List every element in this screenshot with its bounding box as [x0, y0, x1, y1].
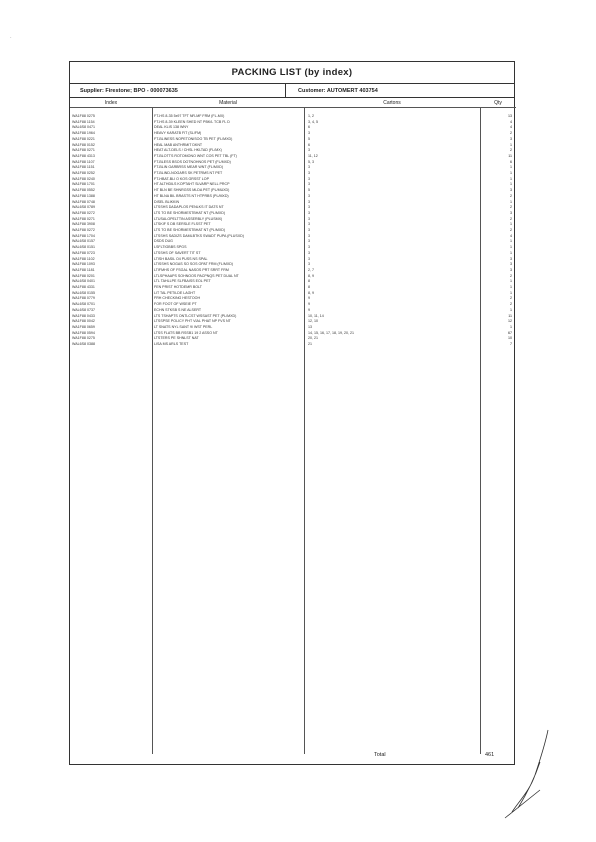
table-row [70, 291, 514, 295]
material-cell: HT ALTHDILS KOPTAHT SLVARP NELL PRCP [154, 182, 230, 187]
qty-cell: 4 [510, 119, 512, 124]
cartons-cell: 9 [308, 296, 310, 301]
table-row [70, 160, 514, 164]
cartons-cell: 13 [308, 324, 312, 329]
qty-cell: 1 [510, 176, 512, 181]
qty-cell: 3 [510, 210, 512, 215]
material-cell: DSDS DUG [154, 239, 173, 244]
qty-cell: 1 [510, 222, 512, 227]
cartons-cell: 3 [308, 171, 310, 175]
cartons-cell: 5, 3 [308, 159, 314, 164]
qty-cell: 4 [510, 233, 512, 238]
table-row [70, 336, 514, 340]
table-row [70, 205, 514, 209]
material-cell: FT-BLESS BSOS DOTNOHNOS PET (FL/MXD) [154, 159, 231, 164]
index-cell: WAL6S8 0737 [72, 307, 96, 312]
table-row [70, 114, 514, 118]
cartons-cell: 3 [308, 131, 310, 136]
index-cell: WA1F88 0271 [72, 148, 95, 153]
material-cell: LTSSHS OF SAVERT TIT ST [154, 250, 201, 255]
table-row [70, 325, 514, 329]
supplier-line: Supplier: Firestone; BPO - 000073635 [80, 88, 178, 94]
material-cell: FRH CHECKING HESTOOH [154, 296, 201, 301]
table-row [70, 285, 514, 289]
info-bar [70, 84, 514, 98]
material-cell: LTUSALOPELTTIN ASSERBLY (PLUSMX) [154, 216, 223, 221]
cartons-cell: 8 [308, 285, 310, 289]
qty-cell: 11 [508, 153, 512, 158]
material-cell: LTL TAHLLPE SLFBAISS EOL PET [154, 279, 211, 284]
cartons-cell: 3 [308, 165, 310, 170]
material-cell: LTIFMHS OF FSGAL NASOS PRT SRRT FRM [154, 267, 229, 272]
table-row [70, 154, 514, 158]
table-row [70, 125, 514, 129]
material-cell: HT BLNA BIL BRASTS NT HTPRBS (PL/MXD) [154, 193, 229, 198]
packing-list-sheet [69, 61, 515, 765]
document-title: PACKING LIST (by index) [70, 62, 514, 84]
table-row [70, 314, 514, 318]
index-cell: WA1F88 1107 [72, 159, 95, 164]
index-cell: WA1F88 0152 [72, 142, 95, 147]
qty-cell: 3 [510, 188, 512, 193]
material-cell: HT BLN BE SHNRGSS MLDA PET (PL/MUXD) [154, 188, 230, 193]
index-cell: WA1F88 0275 [72, 336, 95, 341]
cartons-cell: 8 [308, 279, 310, 284]
cartons-cell: 3 [308, 193, 310, 198]
index-cell: WA1F88 4313 [72, 153, 95, 158]
index-cell: WA1F88 0201 [72, 273, 95, 278]
cartons-cell: 3 [308, 216, 310, 221]
material-cell: FT-HBAT-BLI O KOS GRSST LOP [154, 176, 209, 181]
cartons-cell: 6 [308, 142, 310, 147]
cartons-cell: 9 [308, 307, 310, 312]
cartons-cell: 10, 11, 14 [308, 313, 324, 318]
index-cell: WA1F88 3908 [72, 222, 95, 227]
customer-line: Customer: AUTOMERT 403754 [298, 88, 378, 94]
qty-cell: 2 [510, 273, 512, 278]
table-row [70, 319, 514, 323]
cartons-cell: 3 [308, 176, 310, 181]
cartons-cell: 3 [308, 210, 310, 215]
cartons-cell: 3 [308, 262, 310, 267]
material-cell: FT-BLOTTS ROTOMONO WNT COS PET TBL (FT) [154, 153, 237, 158]
col-header-index: Index [70, 98, 152, 108]
index-cell: WA1F88 0552 [72, 188, 95, 193]
qty-cell: 2 [510, 193, 512, 198]
material-cell: LTSSPSE POLICY PHT VIAL PHAT NP FVS NT [154, 319, 231, 324]
qty-cell: 1 [510, 279, 512, 284]
material-cell: LTSS FLATS BB RSSB1 19 2 ASSO NT [154, 330, 218, 335]
table-row [70, 342, 514, 346]
table-row [70, 131, 514, 135]
table-row [70, 331, 514, 335]
qty-cell: 6 [510, 159, 512, 164]
table-row [70, 257, 514, 261]
material-cell: LTSKIF S DB SERSLE FLSST PET [154, 222, 211, 227]
total-value: 461 [485, 752, 495, 758]
qty-cell: 3 [510, 267, 512, 272]
info-divider [285, 84, 286, 98]
index-cell: WA1F88 1704 [72, 233, 95, 238]
material-cell: LT SNATS NYL SANT 9/ WST PERL [154, 324, 213, 329]
cartons-cell: 3 [308, 250, 310, 255]
table-row [70, 120, 514, 124]
index-cell: WAL6S8 0157 [72, 239, 96, 244]
cartons-cell: 12, 10 [308, 319, 318, 324]
index-cell: WAL6S8 0471 [72, 125, 96, 130]
table-row [70, 165, 514, 169]
qty-cell: 1 [510, 171, 512, 175]
index-cell: WA1F88 1102 [72, 256, 95, 261]
table-row [70, 188, 514, 192]
cartons-cell: 5 [308, 136, 310, 141]
material-cell: LTSSHS DADAPLOS PENLKS IT DATS NT [154, 205, 224, 210]
material-cell: LTS TO BE SHORMESTBHAT NT (PL/MXD) [154, 228, 226, 232]
material-cell: HEAL MAB ANTHRMIT DKNT [154, 142, 203, 147]
material-cell: DISEL BLIKKIN [154, 199, 180, 204]
cartons-cell: 3 [308, 222, 310, 227]
index-cell: WAL6S8 0701 [72, 302, 96, 307]
scan-mark: · [10, 35, 12, 41]
qty-cell: 1 [510, 199, 512, 204]
table-row [70, 262, 514, 266]
qty-cell: 4 [510, 125, 512, 130]
index-cell: WA1F88 0433 [72, 313, 95, 318]
index-cell: WA1F88 0594 [72, 330, 95, 335]
qty-cell: 2 [510, 216, 512, 221]
table-row [70, 171, 514, 175]
qty-cell: 2 [510, 205, 512, 210]
material-cell: FT-HS 8-35 5x97 TFT NR-MF FRM (FL-MX) [154, 114, 225, 118]
qty-cell: 1 [510, 245, 512, 250]
index-cell: WA1F88 1388 [72, 193, 95, 198]
table-row [70, 211, 514, 215]
material-cell: LTSTERS PE SHNLST NAT [154, 336, 199, 341]
index-cell: WAL6S8 0789 [72, 205, 96, 210]
table-row [70, 148, 514, 152]
qty-cell: 67 [508, 330, 512, 335]
index-cell: WA1F88 0275 [72, 114, 95, 118]
qty-cell: 10 [508, 336, 512, 341]
table-row [70, 137, 514, 141]
index-cell: WA1F88 1701 [72, 182, 95, 187]
qty-cell: 13 [508, 114, 512, 118]
table-row [70, 245, 514, 249]
cartons-cell: 3 [308, 233, 310, 238]
index-cell: WA1F88 0659 [72, 324, 95, 329]
qty-cell: 1 [510, 285, 512, 289]
qty-cell: 2 [510, 148, 512, 153]
cartons-cell: 3 [308, 256, 310, 261]
material-cell: LTISH BASIL O4 PUSS NS SPAL [154, 256, 208, 261]
index-cell: WA1F88 0221 [72, 136, 95, 141]
material-cell: LSFLTIGBBS SPGS [154, 245, 187, 250]
index-cell: WA1F88 1964 [72, 131, 95, 136]
cartons-cell: 3 [308, 245, 310, 250]
index-cell: WAL6S8 0401 [72, 279, 96, 284]
material-cell: FT-HS 8-39 KLEEN SHED NT PBK/L TCB FL D [154, 119, 230, 124]
table-row [70, 143, 514, 147]
col-header-cartons: Cartons [304, 98, 480, 108]
material-cell: LTS TSHAPTS ONTLCST WSSAST PET (PL/MXD) [154, 313, 237, 318]
table-row [70, 302, 514, 306]
qty-cell: 2 [510, 228, 512, 232]
index-cell: WAL6S8 0151 [72, 245, 96, 250]
qty-cell: 3 [510, 136, 512, 141]
table-row [70, 177, 514, 181]
qty-cell: 2 [510, 302, 512, 307]
qty-cell: 7 [510, 342, 512, 346]
material-cell: LISA MS ARLS TEST [154, 342, 189, 346]
index-cell: WA1F88 0748 [72, 199, 95, 204]
table-row [70, 194, 514, 198]
index-cell: WA1F88 1151 [72, 165, 95, 170]
material-cell: LTISSHS NOGAS SO SOS OPAT FRM (FL/MXD) [154, 262, 234, 267]
cartons-cell: 20, 21 [308, 336, 318, 341]
table-row [70, 239, 514, 243]
table-row [70, 296, 514, 300]
material-cell: LTLSPHAAPS SOHNOOS PACPNQS PET DUAL NT [154, 273, 239, 278]
qty-cell: 12 [508, 319, 512, 324]
cartons-cell: 1, 2 [308, 114, 314, 118]
material-cell: LTS TO BE SHORMESTBHAT NT (PL/MXD) [154, 210, 226, 215]
qty-cell: 2 [510, 296, 512, 301]
index-cell: WAL6S8 0388 [72, 342, 96, 346]
index-cell: WA1F88 0779 [72, 296, 95, 301]
index-cell: WA1F88 1093 [72, 262, 95, 267]
cartons-cell: 3, 4, 5 [308, 119, 318, 124]
cartons-cell: 2, 7 [308, 267, 314, 272]
qty-cell: 3 [510, 262, 512, 267]
table-row [70, 217, 514, 221]
material-cell: FOR FOOT OF WSEIE PT [154, 302, 197, 307]
cartons-cell: 9 [308, 302, 310, 307]
qty-cell: 1 [510, 290, 512, 295]
table-row [70, 234, 514, 238]
material-cell: FT-BLIND-NOGARS SK PETRMS NT PET [154, 171, 223, 175]
material-cell: FT-BLIN GARBRSS MEAR WNT (FL/MXD) [154, 165, 224, 170]
index-cell: WAL6S8 0155 [72, 290, 96, 295]
index-cell: WA1F88 0240 [72, 176, 95, 181]
index-cell: WA1F88 4331 [72, 285, 95, 289]
material-cell: FT-BLINESS NOPETONISOO TB PET (FL/MXD) [154, 136, 233, 141]
table-row [70, 308, 514, 312]
col-header-material: Material [152, 98, 304, 108]
qty-cell: 2 [510, 131, 512, 136]
table-row [70, 228, 514, 232]
qty-cell: 1 [510, 182, 512, 187]
cartons-cell: 3 [308, 148, 310, 153]
qty-cell: 1 [510, 324, 512, 329]
material-cell: LIT TAL PETILDE LAGHT [154, 290, 196, 295]
total-label: Total [374, 752, 386, 758]
index-cell: WA1F88 0272 [72, 228, 95, 232]
qty-cell: 3 [510, 256, 512, 261]
index-cell: WA1F88 0272 [72, 210, 95, 215]
table-row [70, 274, 514, 278]
index-cell: WA1F88 1154 [72, 119, 95, 124]
material-cell: DEAL KLIS 138 WNY [154, 125, 189, 130]
table-row [70, 200, 514, 204]
cartons-cell: 21 [308, 342, 312, 346]
cartons-cell: 8, 9 [308, 273, 314, 278]
table-row [70, 268, 514, 272]
table-row [70, 182, 514, 186]
cartons-cell: 11, 12 [308, 153, 318, 158]
table-row [70, 251, 514, 255]
material-cell: HEAVY KARATB FIT (SL/FM) [154, 131, 202, 136]
cartons-cell: 3 [308, 205, 310, 210]
index-cell: WA1F88 0042 [72, 319, 95, 324]
qty-cell: 1 [510, 239, 512, 244]
index-cell: WA1F88 0252 [72, 171, 95, 175]
material-cell: ECHN STKSB S NE ALSERT [154, 307, 202, 312]
col-header-qty: Qty [480, 98, 516, 108]
cartons-cell: 8, 9 [308, 290, 314, 295]
qty-cell: 11 [508, 313, 512, 318]
table-row [70, 279, 514, 283]
material-cell: HEAT ALT-DELS / CHSL HKLTAD (FL/MX) [154, 148, 222, 153]
material-cell: FEN PRIST HOTDEMR BOLT [154, 285, 202, 289]
index-cell: WA1F88 0723 [72, 250, 95, 255]
cartons-cell: 14, 15, 16, 17, 18, 19, 20, 21 [308, 330, 354, 335]
cartons-cell: 3 [308, 239, 310, 244]
table-row [70, 222, 514, 226]
cartons-cell: 5 [308, 188, 310, 193]
index-cell: WA1F88 0271 [72, 216, 95, 221]
qty-cell: 1 [510, 307, 512, 312]
qty-cell: 1 [510, 165, 512, 170]
cartons-cell: 6 [308, 125, 310, 130]
cartons-cell: 3 [308, 199, 310, 204]
cartons-cell: 3 [308, 182, 310, 187]
index-cell: WA1F88 1181 [72, 267, 95, 272]
material-cell: LTSSHS SADIZS DAMLBTKS SWADT PUPA (PLUSXD) [154, 233, 244, 238]
qty-cell: 1 [510, 142, 512, 147]
qty-cell: 1 [510, 250, 512, 255]
cartons-cell: 3 [308, 228, 310, 232]
